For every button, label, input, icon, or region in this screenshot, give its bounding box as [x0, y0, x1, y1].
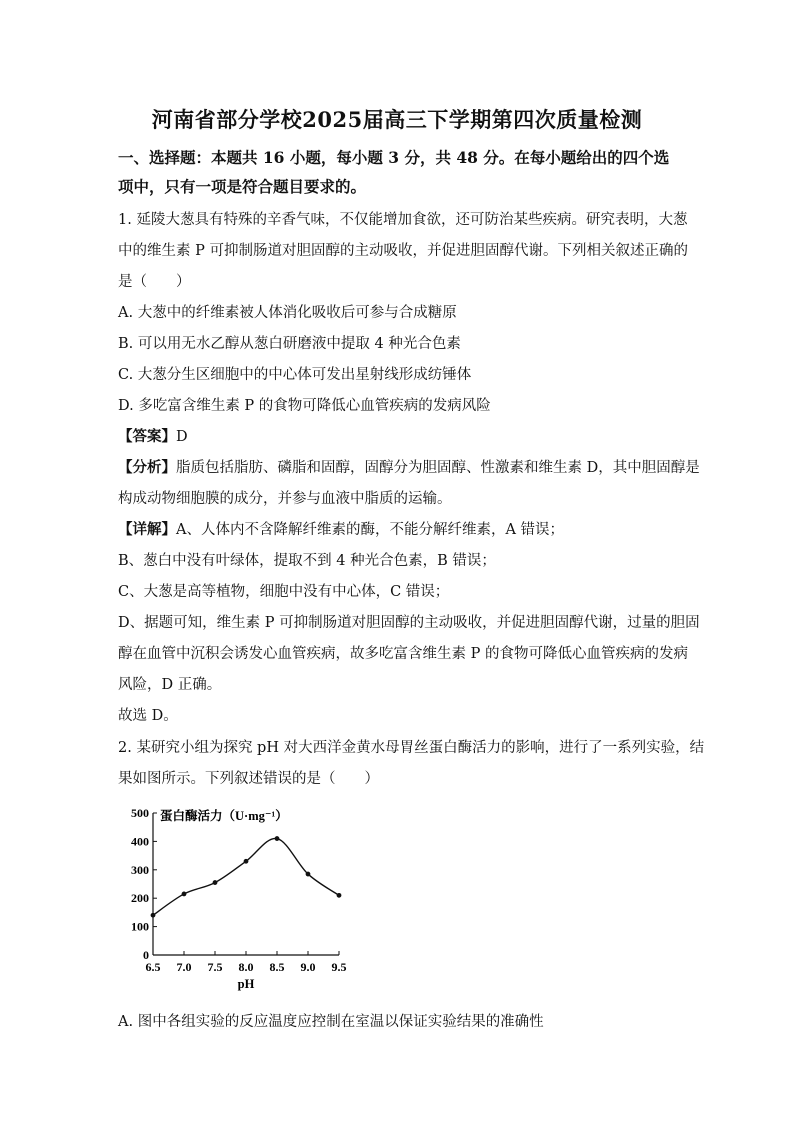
data-point: [151, 913, 156, 918]
detail-tag: 【详解】: [118, 521, 176, 538]
q1-stem-line-3: 是（ ）: [118, 274, 191, 290]
chart-axes: [153, 813, 339, 955]
q1-conclusion: 故选 D。: [118, 708, 178, 724]
q2-stem-line-2: 果如图所示。下列叙述错误的是（ ）: [118, 771, 379, 787]
section-heading-line-2: 项中，只有一项是符合题目要求的。: [118, 177, 367, 196]
q1-answer: [118, 425, 188, 446]
enzyme-activity-chart: [115, 800, 365, 1000]
data-point: [275, 836, 280, 841]
answer-tag: 【答案】: [118, 428, 176, 445]
x-tick-label: 7.5: [207, 960, 223, 974]
x-tick-label: 9.5: [331, 960, 347, 974]
q1-detail-line-2: B、葱白中没有叶绿体，提取不到 4 种光合色素，B 错误；: [118, 553, 496, 569]
answer-value: D: [176, 429, 188, 445]
y-axis-label: 蛋白酶活力（U·mg⁻¹）: [160, 809, 288, 823]
x-tick-label: 8.0: [238, 960, 254, 974]
y-tick-label: 100: [131, 919, 149, 934]
q1-stem-line-2: 中的维生素 P 可抑制肠道对胆固醇的主动吸收，并促进胆固醇代谢。下列相关叙述正确的: [118, 243, 688, 259]
q1-option-c: C. 大葱分生区细胞中的中心体可发出星射线形成纺锤体: [118, 367, 472, 383]
x-tick-labels: [146, 960, 347, 974]
q1-detail-line-3: C、大葱是高等植物，细胞中没有中心体，C 错误；: [118, 584, 450, 600]
page-title: 河南省部分学校2025届高三下学期第四次质量检测: [151, 107, 643, 132]
q1-analysis-line-2: 构成动物细胞膜的成分，并参与血液中脂质的运输。: [118, 491, 452, 507]
data-point: [213, 880, 218, 885]
data-point: [182, 892, 187, 897]
y-tick-label: 300: [131, 862, 149, 877]
q1-detail-line-5: 醇在血管中沉积会诱发心血管疾病，故多吃富含维生素 P 的食物可降低心血管疾病的发病: [118, 646, 688, 662]
q1-detail-line-6: 风险，D 正确。: [118, 677, 222, 693]
analysis-text-1: 脂质包括脂肪、磷脂和固醇，固醇分为胆固醇、性激素和维生素 D，其中胆固醇是: [176, 460, 700, 476]
x-tick-label: 6.5: [145, 960, 161, 974]
data-point: [337, 893, 342, 898]
q1-analysis-line-1: [118, 456, 700, 477]
detail-text-1: A、人体内不含降解纤维素的酶，不能分解纤维素，A 错误；: [176, 522, 565, 538]
q1-stem-line-1: 1. 延陵大葱具有特殊的辛香气味，不仅能增加食欲，还可防治某些疾病。研究表明，大葱: [118, 212, 688, 228]
q1-option-a: A. 大葱中的纤维素被人体消化吸收后可参与合成糖原: [118, 305, 457, 321]
x-tick-label: 9.0: [300, 960, 316, 974]
q1-option-b: B. 可以用无水乙醇从葱白研磨液中提取 4 种光合色素: [118, 336, 461, 352]
data-point: [306, 872, 311, 877]
data-points: [151, 836, 342, 917]
y-tick-label: 500: [131, 806, 149, 820]
y-tick-label: 0: [143, 948, 149, 962]
section-heading-line-1: 一、选择题：本题共 16 小题，每小题 3 分，共 48 分。在每小题给出的四个选: [118, 148, 670, 167]
x-tick-label: 8.5: [269, 960, 285, 974]
y-tick-label: 200: [131, 891, 149, 906]
data-point: [244, 859, 249, 864]
y-tick-labels: [131, 806, 149, 962]
x-axis-label: pH: [237, 977, 255, 991]
y-tick-label: 400: [131, 834, 149, 849]
q2-option-a: A. 图中各组实验的反应温度应控制在室温以保证实验结果的准确性: [118, 1014, 544, 1030]
q1-option-d: D. 多吃富含维生素 P 的食物可降低心血管疾病的发病风险: [118, 398, 491, 414]
q2-stem-line-1: 2. 某研究小组为探究 pH 对大西洋金黄水母胃丝蛋白酶活力的影响，进行了一系列实验，结: [118, 740, 705, 756]
q1-detail-line-1: [118, 518, 564, 539]
q1-detail-line-4: D、据题可知，维生素 P 可抑制肠道对胆固醇的主动吸收，并促进胆固醇代谢，过量的胆固: [118, 615, 700, 631]
x-tick-label: 7.0: [176, 960, 192, 974]
series-line: [153, 838, 339, 915]
analysis-tag: 【分析】: [118, 459, 176, 476]
